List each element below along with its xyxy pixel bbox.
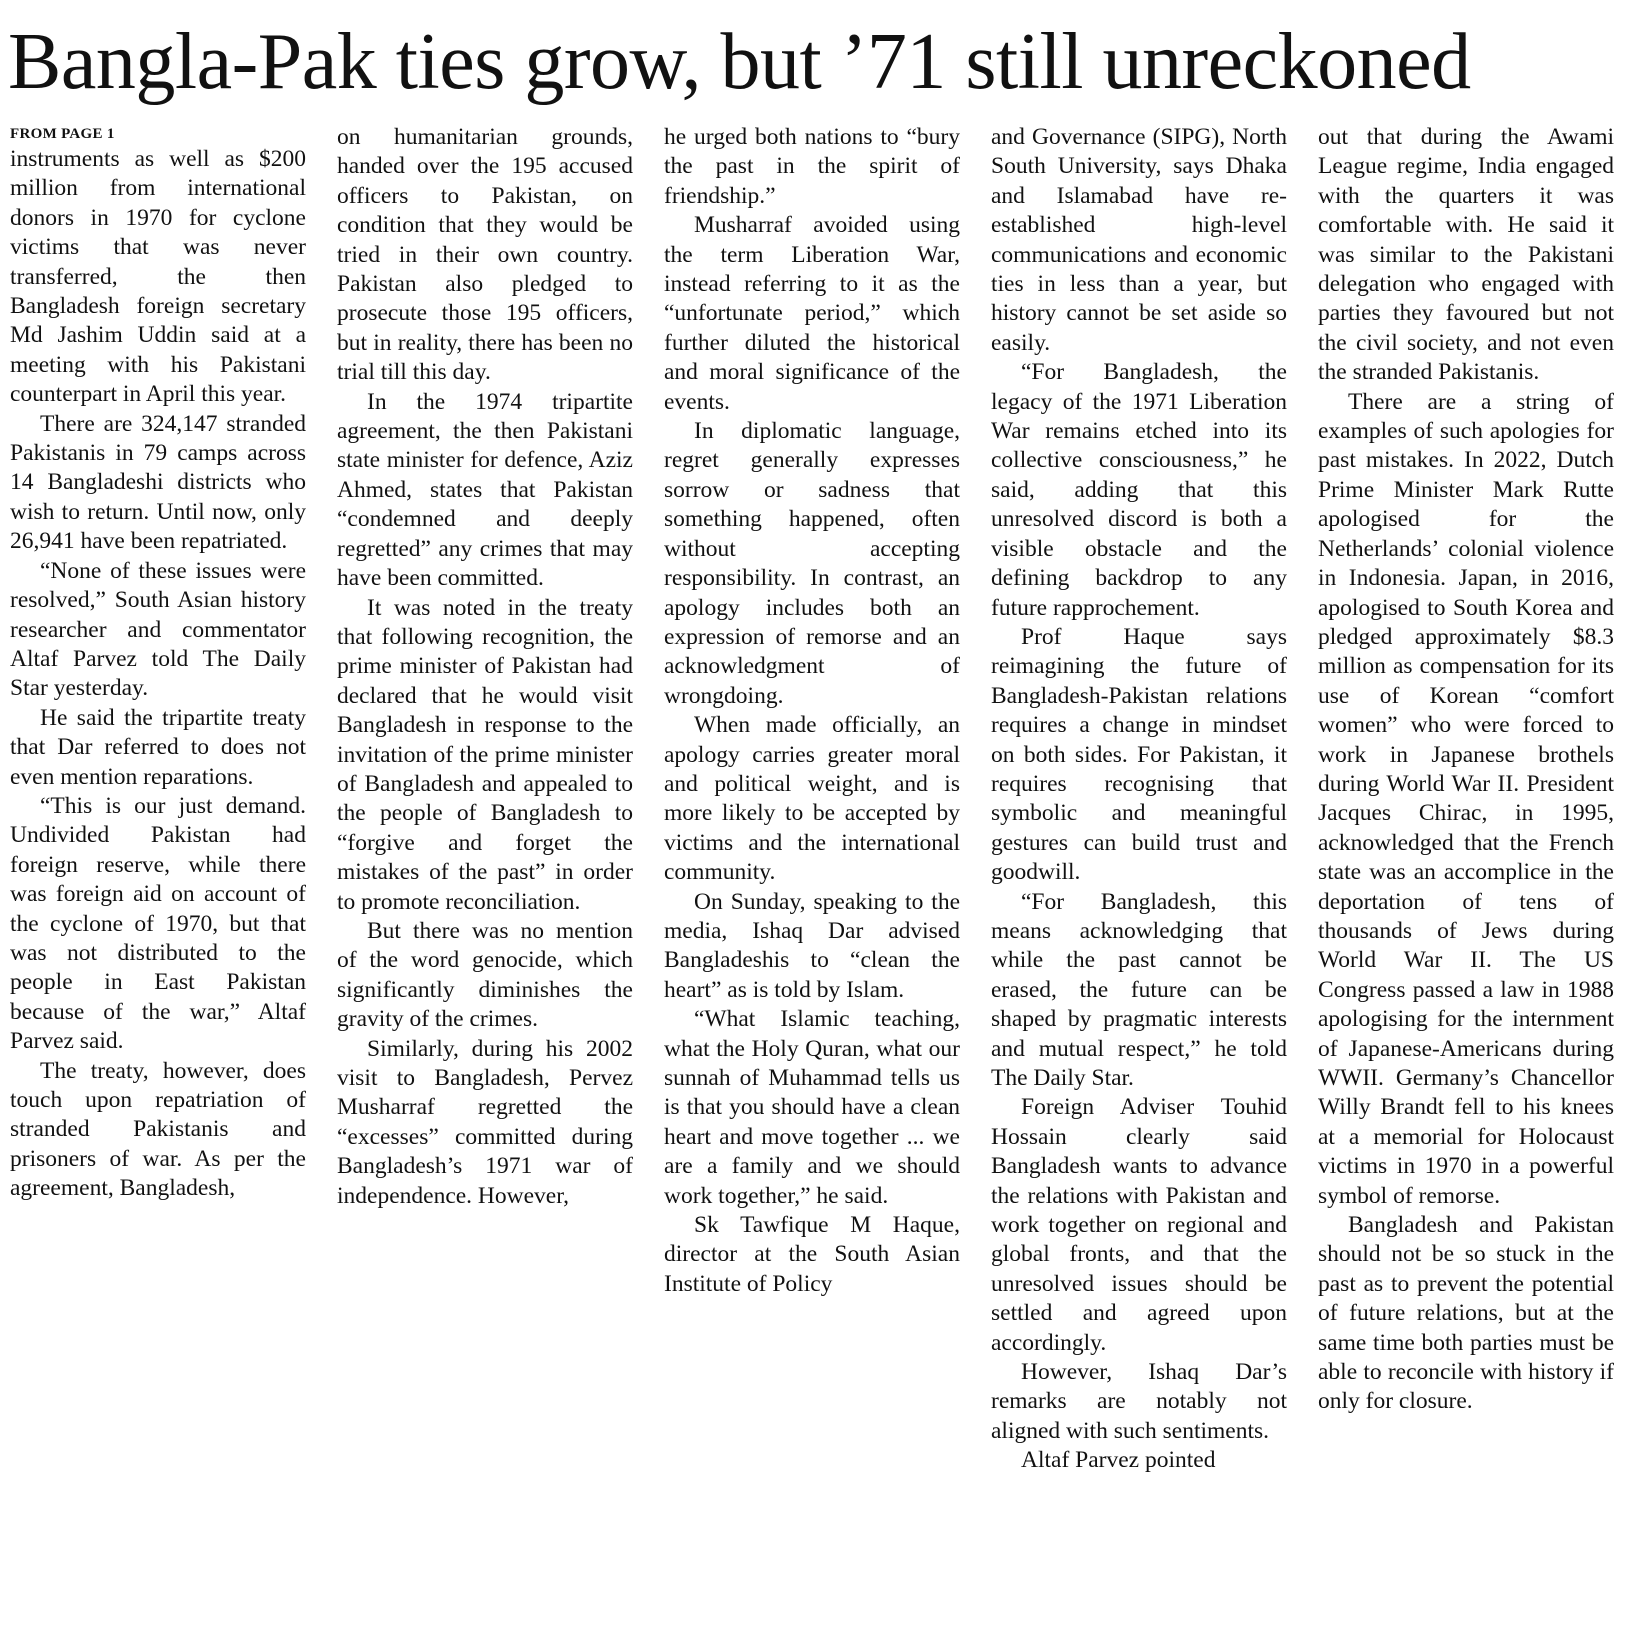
paragraph: The treaty, however, does touch upon repatriation of stranded Pakistanis and prisoners of war. As per the agreement, Bangladesh,: [10, 1057, 306, 1202]
paragraph: But there was no mention of the word genocide, which significantly diminishes the gravity of the crimes.: [337, 917, 633, 1033]
paragraph: on humanitarian grounds, handed over the 195 accused officers to Pakistan, on condition that they would be tried in their own country. Pakistan also pledged to prosecute those 195 officers, but in reality, there has been no trial till this day.: [337, 124, 633, 386]
paragraph: “This is our just demand. Undivided Pakistan had foreign reserve, while there was foreign aid on account of the cyclone of 1970, but that was not distributed to the people in East Pakistan because of the war,” Altaf Parvez said.: [10, 792, 306, 1055]
paragraph: He said the tripartite treaty that Dar referred to does not even mention reparations.: [10, 704, 306, 790]
kicker-from-page-1: FROM PAGE 1: [10, 126, 115, 142]
paragraph: Bangladesh and Pakistan should not be so stuck in the past as to prevent the potential of future relations, but at the same time both parties must be able to reconcile with history if only for closure.: [1318, 1212, 1614, 1415]
paragraph: “For Bangladesh, this means acknowledging that while the past cannot be erased, the future can be shaped by pragmatic interests and mutual respect,” he told The Daily Star.: [991, 888, 1287, 1091]
paragraph: Prof Haque says reimagining the future of Bangladesh-Pakistan relations requires a change in mindset on both sides. For Pakistan, it requires recognising that symbolic and meaningful gestures can build trust and goodwill.: [991, 623, 1287, 886]
column-3: [664, 123, 960, 1638]
paragraph: “What Islamic teaching, what the Holy Quran, what our sunnah of Muhammad tells us is that you should have a clean heart and move together ... we are a family and we should work together,” he said.: [664, 1006, 960, 1209]
paragraph: In diplomatic language, regret generally expresses sorrow or sadness that something happened, often without accepting responsibility. In contrast, an apology includes both an expression of remorse and an acknowledgment of wrongdoing.: [664, 418, 960, 709]
paragraph: “For Bangladesh, the legacy of the 1971 Liberation War remains etched into its collective consciousness,” he said, adding that this unresolved discord is both a visible obstacle and the defining backdrop to any future rapprochement.: [991, 359, 1287, 621]
headline: Bangla-Pak ties grow, but ’71 still unreckoned: [8, 18, 1471, 106]
column-2: [337, 123, 633, 1638]
paragraph: There are 324,147 stranded Pakistanis in 79 camps across 14 Bangladeshi districts who wish to return. Until now, only 26,941 have been repatriated.: [10, 410, 306, 555]
paragraph: out that during the Awami League regime, India engaged with the quarters it was comfortable with. He said it was similar to the Pakistani delegation who engaged with parties they favoured but not the civil society, and not even the stranded Pakistanis.: [1318, 124, 1614, 386]
paragraph: Musharraf avoided using the term Liberation War, instead referring to it as the “unfortunate period,” which further diluted the historical and moral significance of the events.: [664, 212, 960, 415]
paragraph: Sk Tawfique M Haque, director at the South Asian Institute of Policy: [664, 1212, 960, 1297]
paragraph: instruments as well as $200 million from international donors in 1970 for cyclone victims that was never transferred, the then Bangladesh foreign secretary Md Jashim Uddin said at a meeting with his Pakistani counterpart in April this year.: [10, 146, 306, 408]
paragraph: and Governance (SIPG), North South University, says Dhaka and Islamabad have re-established high-level communications and economic ties in less than a year, but history cannot be set aside so easily.: [991, 124, 1287, 356]
paragraph: Altaf Parvez pointed: [1021, 1447, 1216, 1474]
column-4: [991, 123, 1287, 1638]
paragraph: Similarly, during his 2002 visit to Bangladesh, Pervez Musharraf regretted the “excesses” committed during Bangladesh’s 1971 war of independence. However,: [337, 1035, 633, 1209]
paragraph: However, Ishaq Dar’s remarks are notably not aligned with such sentiments.: [991, 1359, 1287, 1444]
paragraph: When made officially, an apology carries greater moral and political weight, and is more likely to be accepted by victims and the international community.: [664, 712, 960, 886]
paragraph: There are a string of examples of such apologies for past mistakes. In 2022, Dutch Prime Minister Mark Rutte apologised for the Netherlands’ colonial violence in Indonesia. Japan, in 2016, apologised to South Korea and pledged approximately $8.3 million as compensation for its use of Korean “comfort women” who were forced to work in Japanese brothels during World War II. President Jacques Chirac, in 1995, acknowledged that the French state was an accomplice in the deportation of tens of thousands of Jews during World War II. The US Congress passed a law in 1988 apologising for the internment of Japanese-Americans during WWII. Germany’s Chancellor Willy Brandt fell to his knees at a memorial for Holocaust victims in 1970 in a powerful symbol of remorse.: [1318, 388, 1614, 1209]
paragraph: Foreign Adviser Touhid Hossain clearly said Bangladesh wants to advance the relations with Pakistan and work together on regional and global fronts, and that the unresolved issues should be settled and agreed upon accordingly.: [991, 1094, 1287, 1356]
column-5: [1318, 123, 1614, 1638]
paragraph: It was noted in the treaty that following recognition, the prime minister of Pakistan had declared that he would visit Bangladesh in response to the invitation of the prime minister of Bangladesh and appealed to the people of Bangladesh to “forgive and forget the mistakes of the past” in order to promote reconciliation.: [337, 594, 633, 915]
article-columns: [10, 123, 1624, 1638]
paragraph: “None of these issues were resolved,” South Asian history researcher and commentator Altaf Parvez told The Daily Star yesterday.: [10, 557, 306, 702]
paragraph: he urged both nations to “bury the past in the spirit of friendship.”: [664, 124, 960, 209]
paragraph: On Sunday, speaking to the media, Ishaq Dar advised Bangladeshis to “clean the heart” as is told by Islam.: [664, 888, 960, 1003]
column-1: [10, 123, 306, 1638]
paragraph: In the 1974 tripartite agreement, the then Pakistani state minister for defence, Aziz Ahmed, states that Pakistan “condemned and deeply regretted” any crimes that may have been committed.: [337, 388, 633, 592]
